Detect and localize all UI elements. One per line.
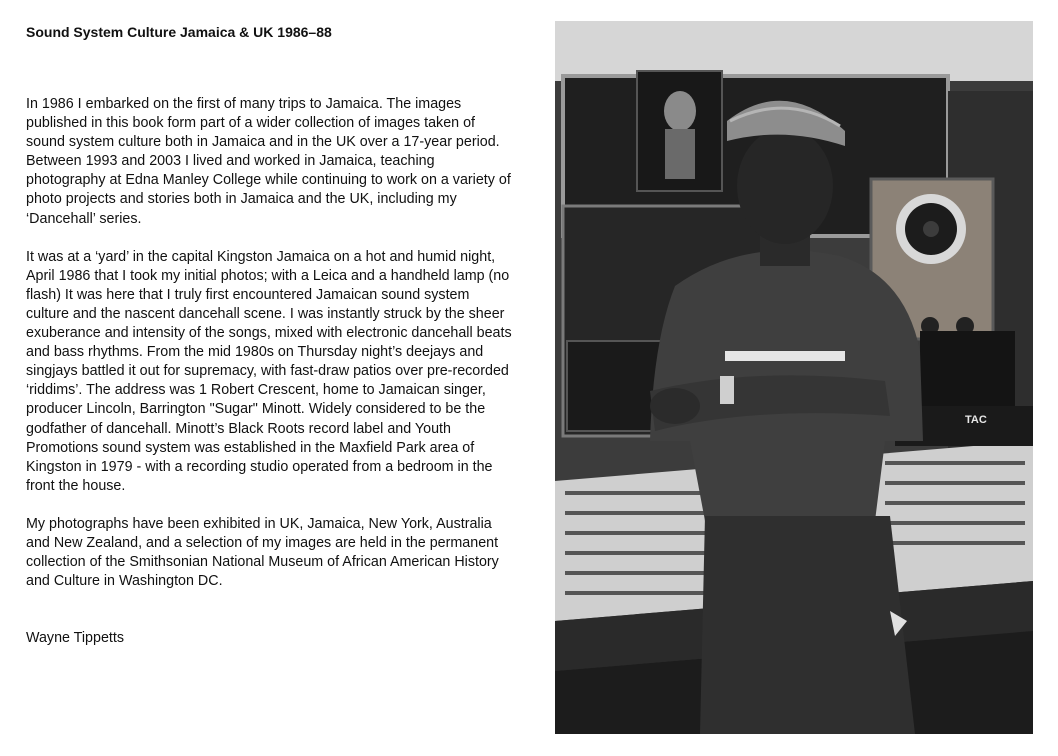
paragraph-kingston: It was at a ‘yard’ in the capital Kingston Jamaica on a hot and humid night, April 1986 that I took my initial photos; with a Leica and a handheld lamp (no flash) It was here that I truly first encountered Jamaican sound system culture and the nascent dancehall scene. I was instantly struck by the sheer exuberance and intensity of the songs, mixed with electronic dancehall beats and bass rhythms. From the mid 1980s on Thursday night’s deejays and singjays battled it out for supremacy, with fast-draw patios over pre-recorded ‘riddims’. The address was 1 Robert Crescent, home to Jamaican singer, producer Lincoln, Barrington "Sugar" Minott. Widely considered to be the godfather of dancehall. Minott’s Black Roots record label and Youth Promotions sound system was established in the Maxfield Park area of Kingston in 1979 - with a recording studio operated from a bedroom in the front the house. xyxy=(26,248,512,494)
page-title: Sound System Culture Jamaica & UK 1986–88 xyxy=(26,24,332,40)
photograph-studio-portrait xyxy=(555,21,1033,734)
sweatshirt-stripe xyxy=(725,351,845,361)
mixer-brand-label: TAC xyxy=(965,414,987,426)
paragraph-intro: In 1986 I embarked on the first of many trips to Jamaica. The images published in this book form part of a wider collection of images taken of sound system culture both in Jamaica and in the UK over a 17-year period. Between 1993 and 2003 I lived and worked in Jamaica, teaching photography at Edna Manley College while continuing to work on a variety of photo projects and stories both in Jamaica and the UK, including my ‘Dancehall’ series. xyxy=(26,96,511,227)
hand xyxy=(650,388,700,424)
poster-figure xyxy=(664,91,696,131)
author-signature: Wayne Tippetts xyxy=(26,630,125,647)
wristwatch xyxy=(720,376,734,404)
studio-portrait-image xyxy=(555,21,1033,734)
paragraph-exhibitions: My photographs have been exhibited in UK, Jamaica, New York, Australia and New Zealand, and a selection of my images are held in the permanent collection of the Smithsonian National Museum of African American History and Culture in Washington DC. xyxy=(26,515,499,590)
text-column xyxy=(26,23,516,648)
trousers xyxy=(700,516,915,734)
monitor-speaker xyxy=(920,331,1015,406)
head xyxy=(737,128,833,244)
